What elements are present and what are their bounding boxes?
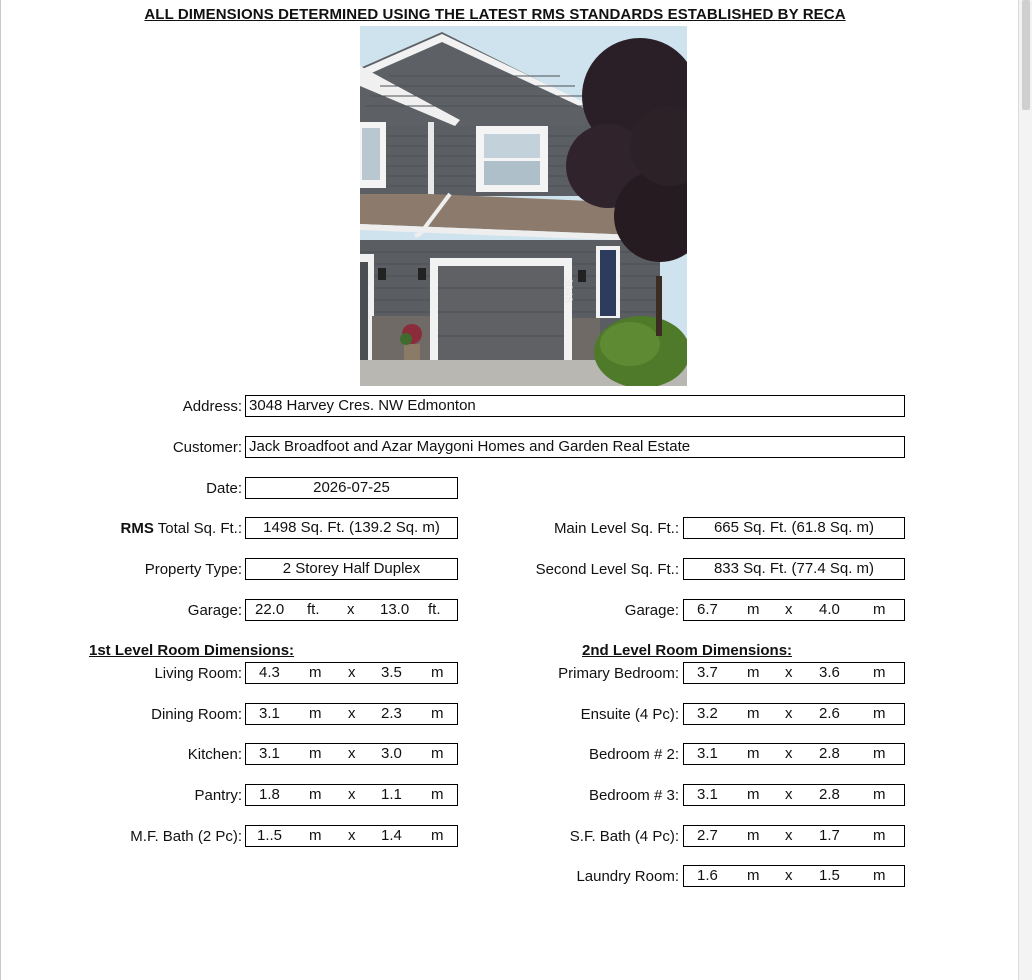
room-dimension-field: 1.8 m x 1.1 m [245, 784, 458, 806]
room-dimension-field: 3.7 m x 3.6 m [683, 662, 905, 684]
room-dimension-field: 3.1 m x 2.8 m [683, 784, 905, 806]
customer-label: Customer: [172, 439, 242, 456]
page-title: ALL DIMENSIONS DETERMINED USING THE LATEST RMS STANDARDS ESTABLISHED BY RECA [144, 6, 846, 23]
room-label: Ensuite (4 Pc): [580, 706, 679, 723]
garage-ft-label: Garage: [187, 602, 242, 619]
total-sqft-label: Total Sq. Ft.: [153, 520, 242, 537]
room-label: Primary Bedroom: [558, 665, 679, 682]
room-label: Pantry: [194, 787, 242, 804]
main-level-field: 665 Sq. Ft. (61.8 Sq. m) [683, 517, 905, 539]
rms-bold: RMS [120, 520, 154, 537]
room-dimension-field: 4.3 m x 3.5 m [245, 662, 458, 684]
room-dimension-field: 3.1 m x 3.0 m [245, 743, 458, 765]
page-edge [0, 0, 1, 980]
room-dimension-field: 3.1 m x 2.3 m [245, 703, 458, 725]
house-number: 3048 [562, 278, 574, 303]
garage-m-field: 6.7 m x 4.0 m [683, 599, 905, 621]
customer-field: Jack Broadfoot and Azar Maygoni Homes and Garden Real Estate [245, 436, 905, 458]
room-label: Living Room: [154, 665, 242, 682]
level2-heading: 2nd Level Room Dimensions: [582, 642, 793, 659]
vertical-scrollbar[interactable] [1018, 0, 1032, 980]
garage-m-label: Garage: [624, 602, 679, 619]
garage-ft-field: 22.0 ft. x 13.0 ft. [245, 599, 458, 621]
second-level-field: 833 Sq. Ft. (77.4 Sq. m) [683, 558, 905, 580]
address-field: 3048 Harvey Cres. NW Edmonton [245, 395, 905, 417]
date-field: 2026-07-25 [245, 477, 458, 499]
room-label: Kitchen: [187, 746, 242, 763]
room-label: Dining Room: [151, 706, 242, 723]
room-label: Bedroom # 2: [588, 746, 679, 763]
main-level-label: Main Level Sq. Ft.: [553, 520, 679, 537]
level1-heading: 1st Level Room Dimensions: [89, 642, 295, 659]
second-level-label: Second Level Sq. Ft.: [535, 561, 679, 578]
room-dimension-field: 1..5 m x 1.4 m [245, 825, 458, 847]
property-type-label: Property Type: [144, 561, 242, 578]
room-dimension-field: 3.1 m x 2.8 m [683, 743, 905, 765]
room-label: M.F. Bath (2 Pc): [130, 828, 242, 845]
rms-total-label [121, 520, 242, 537]
room-label: S.F. Bath (4 Pc): [569, 828, 679, 845]
room-dimension-field: 1.6 m x 1.5 m [683, 865, 905, 887]
room-dimension-field: 2.7 m x 1.7 m [683, 825, 905, 847]
room-label: Bedroom # 3: [588, 787, 679, 804]
house-photo [360, 26, 687, 386]
room-label: Laundry Room: [576, 868, 679, 885]
address-label: Address: [182, 398, 242, 415]
date-label: Date: [206, 480, 242, 497]
property-type-field: 2 Storey Half Duplex [245, 558, 458, 580]
scrollbar-thumb[interactable] [1022, 0, 1030, 110]
room-dimension-field: 3.2 m x 2.6 m [683, 703, 905, 725]
rms-total-field: 1498 Sq. Ft. (139.2 Sq. m) [245, 517, 458, 539]
